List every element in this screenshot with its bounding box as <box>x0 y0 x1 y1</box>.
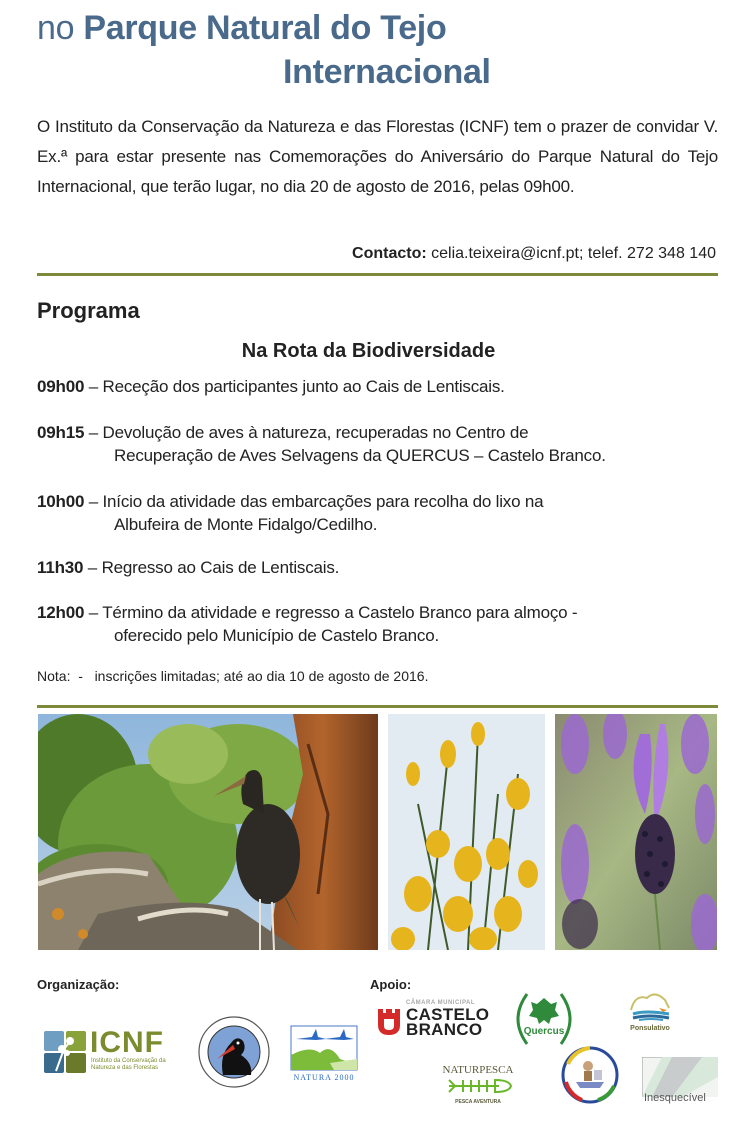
icnf-logo <box>44 1028 184 1076</box>
naturpesca-tagline: PESCA AVENTURA <box>455 1099 501 1105</box>
schedule-text-continued: Recuperação de Aves Selvagens da QUERCUS – Castelo Branco. <box>114 446 606 465</box>
inesquecivel-text: Inesquecível <box>644 1092 706 1104</box>
schedule-separator: – <box>84 377 103 396</box>
title-park-name: Parque Natural do Tejo <box>83 9 447 47</box>
castelo-branco-logo <box>378 1000 493 1042</box>
schedule-item <box>37 375 505 398</box>
photo-lavender <box>555 714 717 950</box>
parque-natural-seal-logo <box>197 1015 271 1089</box>
programa-heading: Programa <box>37 298 140 323</box>
divider <box>37 705 718 708</box>
branco-text: BRANCO <box>406 1020 483 1039</box>
castelo-text: CASTELO <box>406 1005 490 1024</box>
photo-broom-flowers <box>388 714 545 950</box>
schedule-text-continued: oferecido pelo Município de Castelo Branco. <box>114 626 439 645</box>
divider <box>37 273 718 276</box>
photo-black-stork <box>38 714 378 950</box>
schedule-item <box>37 556 339 579</box>
organizacao-label: Organização: <box>37 977 120 992</box>
schedule-item <box>37 490 543 536</box>
title-line-1 <box>37 9 446 47</box>
schedule-text-continued: Albufeira de Monte Fidalgo/Cedilho. <box>114 515 378 534</box>
naturpesca-logo <box>433 1062 523 1106</box>
title-line-2: Internacional <box>283 53 491 91</box>
quercus-logo <box>513 988 575 1050</box>
schedule-separator: – <box>84 492 103 511</box>
schedule-text: Regresso ao Cais de Lentiscais. <box>101 558 340 577</box>
natura-2000-logo <box>290 1025 358 1083</box>
schedule-time: 10h00 <box>37 492 85 511</box>
ponsulativo-logo <box>625 990 675 1034</box>
inesquecivel-logo <box>642 1057 718 1105</box>
icnf-wordmark: ICNF <box>90 1026 164 1059</box>
schedule-text: Término da atividade e regresso a Castelo Branco para almoço - <box>102 603 578 622</box>
schedule-time: 09h00 <box>37 377 85 396</box>
schedule-separator: – <box>84 603 103 622</box>
schedule-time: 09h15 <box>37 423 85 442</box>
apoio-label: Apoio: <box>370 977 412 992</box>
oak-leaf-icon <box>44 1031 86 1073</box>
contact-line <box>352 245 716 263</box>
schedule-text: Início da atividade das embarcações para recolha do lixo na <box>102 492 544 511</box>
boat-figure-icon <box>560 1046 620 1104</box>
schedule-time: 11h30 <box>37 558 84 577</box>
programa-subtitle: Na Rota da Biodiversidade <box>241 340 496 362</box>
association-circle-logo <box>560 1046 620 1104</box>
schedule-text: Devolução de aves à natureza, recuperadas no Centro de <box>102 423 529 442</box>
quercus-text: Quercus <box>523 1026 565 1037</box>
inesquecivel-mark-icon <box>642 1057 718 1105</box>
schedule-item <box>37 601 577 647</box>
schedule-item <box>37 421 606 467</box>
fish-skeleton-icon <box>433 1062 523 1106</box>
naturpesca-text: NATURPESCA <box>442 1064 514 1076</box>
schedule-separator: – <box>84 423 103 442</box>
landscape-water-icon <box>625 990 675 1034</box>
schedule-time: 12h00 <box>37 603 85 622</box>
title-prefix: no <box>37 9 84 47</box>
schedule-text: Receção dos participantes junto ao Cais de Lentiscais. <box>102 377 505 396</box>
birds-landscape-icon <box>290 1025 358 1083</box>
natura-text: NATURA 2000 <box>293 1073 355 1082</box>
ponsulativo-text: Ponsulativo <box>630 1025 670 1032</box>
icnf-subtitle: Instituto da Conservação da Natureza e das Florestas <box>91 1058 166 1071</box>
castle-shield-icon <box>378 1009 400 1035</box>
contact-label: Contacto: <box>352 245 427 262</box>
camara-municipal-text: CÂMARA MUNICIPAL <box>406 1000 475 1006</box>
contact-value: celia.teixeira@icnf.pt; telef. 272 348 140 <box>426 245 716 262</box>
invitation-paragraph: O Instituto da Conservação da Natureza e das Florestas (ICNF) tem o prazer de convidar V. Ex.ª para estar presente nas Comemorações do Aniversário do Parque Natural do Tejo Internacional, que terão lugar, no dia 20 de agosto de 2016, pelas 09h00. <box>37 117 718 196</box>
castelo-branco-text <box>406 1007 489 1037</box>
schedule-separator: – <box>83 558 102 577</box>
note: Nota: - inscrições limitadas; até ao dia 10 de agosto de 2016. <box>37 668 429 684</box>
stork-seal-icon <box>197 1015 271 1089</box>
oak-leaf-circle-icon <box>513 988 575 1050</box>
